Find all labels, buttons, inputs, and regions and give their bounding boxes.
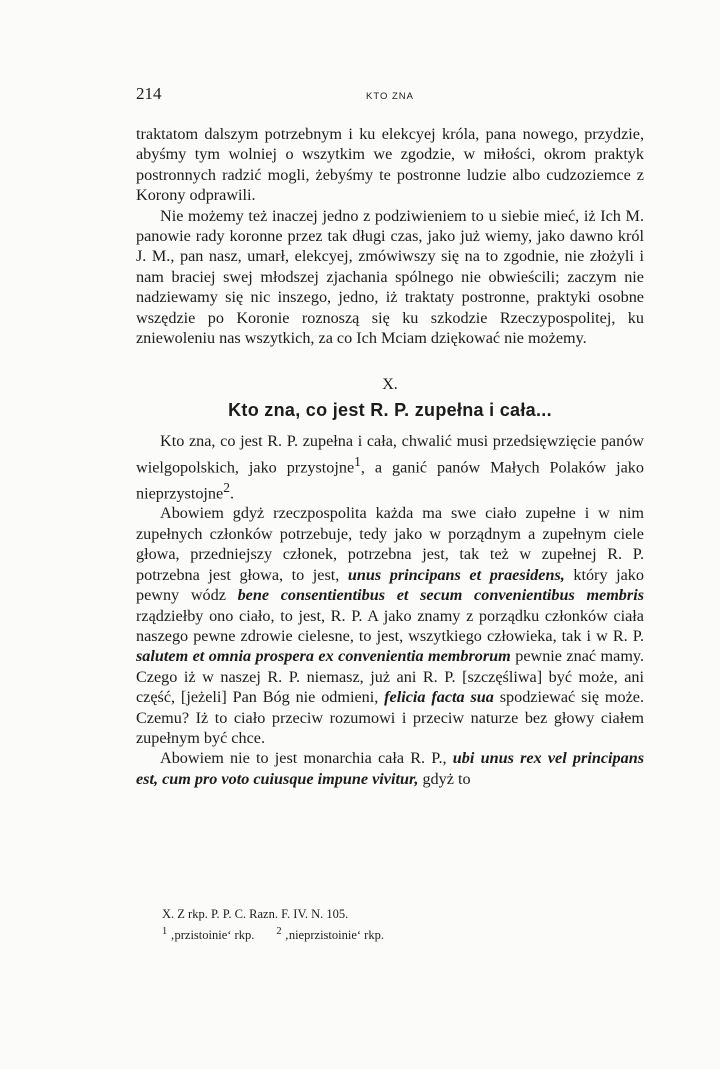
footnote-text: ‚nieprzistoinie‘ rkp.	[281, 928, 384, 943]
latin-phrase: salutem et omnia prospera ex convenientia membrorum	[136, 647, 511, 666]
footnote-line	[162, 923, 642, 944]
text-run: spodziewać się może. Czemu? Iż to ciało przeciw rozumowi i przeciw naturze bez głowy ciałem zupełnym być chce.	[136, 688, 644, 747]
section-title: Kto zna, co jest R. P. zupełna i cała...	[228, 400, 552, 421]
latin-phrase: unus principans et praesidens,	[347, 565, 565, 584]
latin-phrase: bene consentientibus et secum convenientibus membris	[237, 586, 644, 605]
page-number: 214	[136, 84, 162, 103]
paragraph	[136, 503, 644, 748]
paragraph	[136, 431, 644, 503]
source-note: X. Z rkp. P. P. C. Razn. F. IV. N. 105.	[162, 907, 349, 921]
page-header	[136, 84, 644, 108]
text-run: Abowiem nie to jest monarchia cała R. P.,	[160, 749, 453, 768]
footnote-ref: 1	[354, 453, 361, 469]
text-run: .	[229, 484, 235, 503]
latin-phrase: ubi unus rex vel principans est, cum pro voto cuiusque impune vivitur,	[136, 749, 645, 788]
text-run: który jako pewny wódz	[136, 565, 644, 605]
footnotes	[162, 906, 642, 944]
paragraph	[136, 748, 644, 789]
section-number: X.	[382, 376, 398, 394]
footnote-text: ‚przistoinie‘ rkp.	[167, 928, 255, 943]
text-run: , a ganić panów Małych Polaków jako nieprzystojne	[136, 458, 644, 503]
footnote-ref: 2	[223, 479, 230, 495]
paragraph: Nie możemy też inaczej jedno z podziwieniem to u siebie mieć, iż Ich M. panowie rady koronne przez tak długi czas, jako już wiemy, jako dawno król J. M., pan nasz, umarł, elekcyej, zmówiwszy się na to zgodnie, nie złożyli i nam braciej swej młodszej zjachania spólnego nie obwieścili; zaczym nie nadziewamy się nic inszego, jedno, iż traktaty postronne, praktyki osobne wszędzie po Koronie roznoszą się ku szkodzie Rzeczypospolitej, ku zniewoleniu nas wszytkich, za co Ich Mciam dziękować nie możemy.	[136, 206, 644, 348]
text-run: Abowiem gdyż rzeczpospolita każda ma swe ciało zupełne i w nim zupełnych członków potrzebuje, tedy jako w porządnym a zupełnym ciele głowa, przedniejszy członek, potrzebna jest, tak też w zupełnej R. P. potrzebna jest głowa, to jest,	[136, 504, 644, 584]
page-body	[136, 124, 644, 789]
footnote-mark: 2	[276, 926, 282, 937]
latin-phrase: felicia facta sua	[384, 688, 494, 707]
text-run: pewnie znać mamy. Czego iż w naszej R. P. niemasz, już ani R. P. [szczęśliwa] być może, ani część, [jeżeli] Pan Bóg nie odmieni,	[136, 647, 644, 707]
paragraph: traktatom dalszym potrzebnym i ku elekcyej króla, pana nowego, przydzie, abyśmy tym wolniej o wszytkim we zgodzie, w miłości, okrom praktyk postronnych radzić mogli, żebyśmy te postronne ludzie albo cudzoziemce z Korony odprawili.	[136, 125, 644, 205]
footnote-mark: 1	[162, 926, 168, 937]
running-head: KTO ZNA	[366, 91, 414, 102]
text-run: rządziełby ono ciało, to jest, R. P. A jako znamy z porządku członków ciała naszego pewne zdrowie cielesne, to jest, wszytkiego człowieka, tak i w R. P.	[136, 606, 644, 645]
text-run: gdyż to	[418, 769, 471, 788]
text-run: Kto zna, co jest R. P. zupełna i cała, chwalić musi przedsięwzięcie panów wielgopolskich, jako przystojne	[136, 432, 644, 477]
